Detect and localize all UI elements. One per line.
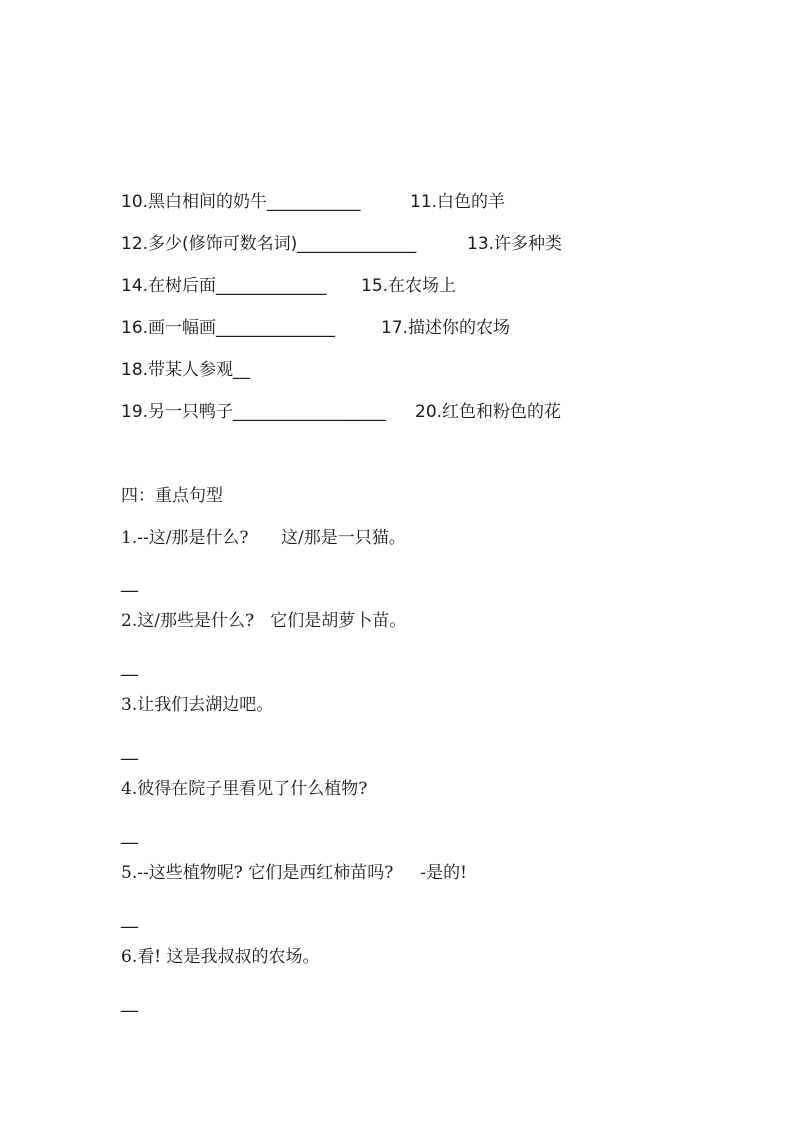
vocab-item-15: 15.在农场上 [361,276,457,296]
vocab-item-20: 20.红色和粉色的花 [415,402,562,422]
answer-blank-2: __ [121,657,138,677]
sentence-1: 1.--这/那是什么? 这/那是一只猫。 [121,528,406,548]
vocab-item-18: 18.带某人参观__ [121,360,251,380]
sentence-4: 4.彼得在院子里看见了什么植物? [121,779,368,799]
vocab-row-14-15 [121,275,457,297]
sentence-3: 3.让我们去湖边吧。 [121,695,274,715]
answer-blank-6: __ [121,993,138,1013]
vocab-item-17: 17.描述你的农场 [381,318,511,338]
vocab-row-16-17 [121,317,511,339]
answer-blank-4: __ [121,825,138,845]
vocab-item-12: 12.多少(修饰可数名词)______________ [121,234,417,254]
vocab-row-18 [121,359,250,381]
answer-blank-1: __ [121,573,138,593]
vocab-item-16: 16.画一幅画______________ [121,318,336,338]
vocab-row-19-20 [121,401,562,423]
sentence-6: 6.看! 这是我叔叔的农场。 [121,947,320,967]
vocab-row-12-13 [121,233,563,255]
vocab-item-19: 19.另一只鸭子__________________ [121,402,387,422]
vocab-item-13: 13.许多种类 [467,234,563,254]
sentence-5: 5.--这些植物呢? 它们是西红柿苗吗? -是的! [121,863,467,883]
vocab-item-10: 10.黑白相间的奶牛___________ [121,192,361,212]
vocab-item-14: 14.在树后面_____________ [121,276,327,296]
section-heading: 四：重点句型 [121,486,223,506]
answer-blank-5: __ [121,909,138,929]
vocab-item-11: 11.白色的羊 [410,192,506,212]
answer-blank-3: __ [121,741,138,761]
vocab-row-10-11 [121,191,506,213]
sentence-2: 2.这/那些是什么? 它们是胡萝卜苗。 [121,611,407,631]
